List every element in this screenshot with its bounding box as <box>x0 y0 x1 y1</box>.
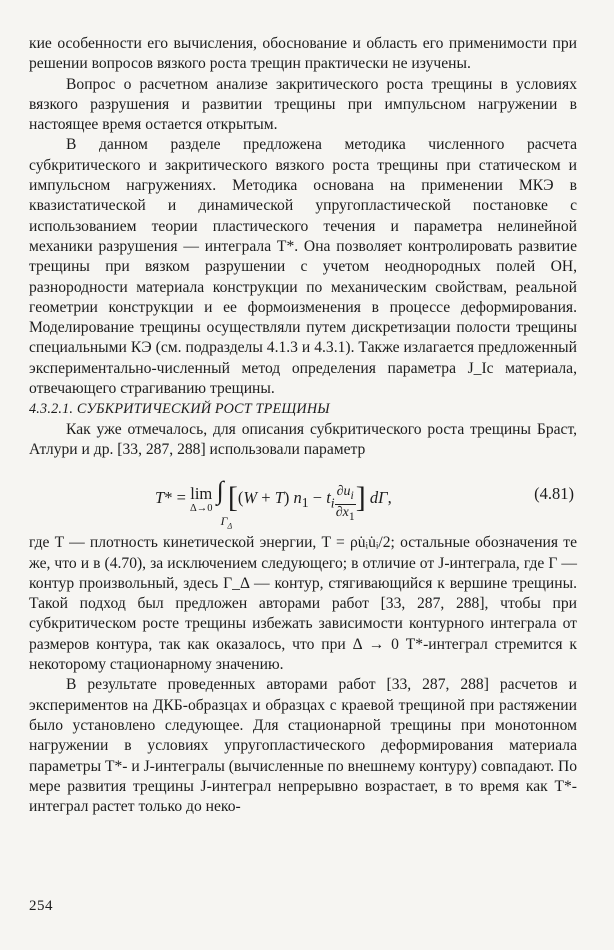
paragraph-1: кие особенности его вычисления, обоснование и область его применимости при решении вопросов вязкого роста трещин практически не изучены. <box>29 35 577 73</box>
page-number: 254 <box>29 898 53 914</box>
paragraph-5: где T — плотность кинетической энергии, T = ρu̇ᵢu̇ᵢ/2; остальные обозначения те же, что и в (4.70), за исключением следующего; в отличие от J-интеграла, где Γ — контур произвольный, здесь Γ_Δ — контур, стягивающийся к вершине трещины. Такой подход был предложен авторами работ [33, 287, 288], чтобы при субкритическом росте трещины избежать зависимости контурного интеграла от размеров контура, так как оказалось, что при Δ → 0 T*-интеграл стремится к некоторому стационарному значению. <box>29 534 577 674</box>
paragraph-2: Вопрос о расчетном анализе закритического роста трещины в условиях вязкого разрушения и развитии трещины при импульсном нагружении в настоящее время остается открытым. <box>29 75 577 134</box>
page-body <box>29 34 577 817</box>
paragraph-6: В результате проведенных авторами работ [33, 287, 288] расчетов и экспериментов на ДКБ-образцах и образцах с краевой трещиной при растяжении было установлено следующее. Для стационарной трещины при монотонном нагружении в условиях упругопластического деформирования материала параметры T*- и J-интегралы (вычисленные по внешнему контуру) совпадают. По мере развития трещины J-интеграл непрерывно возрастает, в то время как T*-интеграл растет только до неко- <box>29 676 577 816</box>
paragraph-3: В данном разделе предложена методика численного расчета субкритического и закритического вязкого роста трещины при статическом и импульсном нагружениях. Методика основана на применении МКЭ в квазистатической и динамической упругопластической постановке с использованием теории пластического течения и параметра нелинейной механики разрушения — интеграла T*. Она позволяет контролировать развитие трещины при вязком разрушении с учетом неоднородных полей ОН, разнородности материала конструкции по механическим свойствам, реальной геометрии конструкции и ее формоизменения в процессе деформирования. Моделирование трещины осуществляли путем дискретизации полости трещины специальными КЭ (см. подразделы 4.1.3 и 4.3.1). Также излагается предложенный экспериментально-численный метод определения параметра J_Ic материала, отвечающего страгиванию трещины. <box>29 136 577 398</box>
equation-4-81 <box>29 464 577 530</box>
paragraph-4: Как уже отмечалось, для описания субкритического роста трещины Браст, Атлури и др. [33, 287, 288] использовали параметр <box>29 420 577 458</box>
equation-body: T* = lim Δ→0 ∫ $\Gamma_\Delta$ [(W + T) $n_1 - t_i$ $\frac{\partial u_i}{\partial x_1}$ ] dΓ, <box>155 476 392 531</box>
equation-number: (4.81) <box>534 484 574 504</box>
section-heading: 4.3.2.1. СУБКРИТИЧЕСКИЙ РОСТ ТРЕЩИНЫ <box>29 401 330 418</box>
